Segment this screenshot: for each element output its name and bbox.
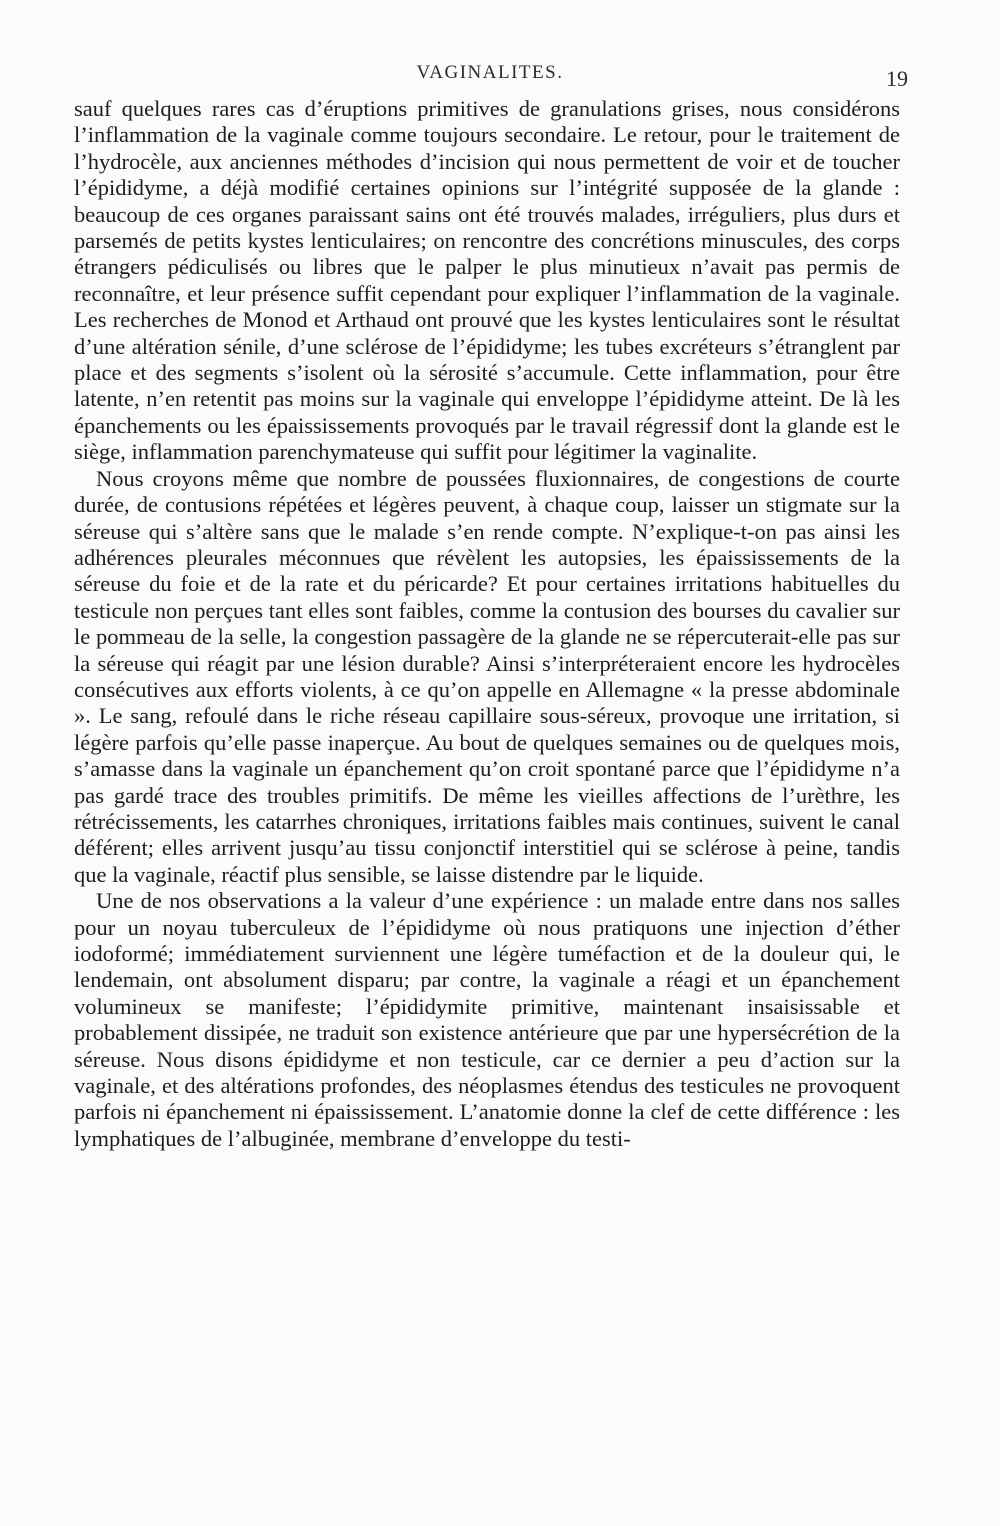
page-number: 19 — [886, 66, 908, 91]
paragraph: Une de nos observations a la valeur d’une expérience : un malade entre dans nos salles pour un noyau tuberculeux de l’épididyme où nous pratiquons une injection d’éther iodoformé; immédiatement surviennent une légère tuméfaction et de la douleur qui, le lendemain, ont absolument disparu; par contre, la vaginale a réagi et un épanchement volumineux se manifeste; l’épididymite primitive, maintenant insaisissable et probablement dissipée, ne traduit son existence antérieure que par une hypersécrétion de la séreuse. Nous disons épididyme et non testicule, car ce dernier a peu d’action sur la vaginale, et des altérations profondes, des néoplasmes étendus des testicules ne provoquent parfois ni épanchement ni épaississement. L’anatomie donne la clef de cette différence : les lymphatiques de l’albuginée, membrane d’enveloppe du testi- — [74, 888, 900, 1151]
paragraph: Nous croyons même que nombre de poussées fluxionnaires, de congestions de courte durée, de contusions répétées et légères peuvent, à chaque coup, laisser un stigmate sur la séreuse qui s’altère sans que le malade s’en rende compte. N’explique-t-on pas ainsi les adhérences pleurales méconnues que révèlent les autopsies, les épaississements de la séreuse du foie et de la rate et du péricarde? Et pour certaines irritations habituelles du testicule non perçues tant elles sont faibles, comme la contusion des bourses du cavalier sur le pommeau de la selle, la congestion passagère de la glande ne se répercuterait-elle pas sur la séreuse qui réagit par une lésion durable? Ainsi s’interpréteraient encore les hydrocèles consécutives aux efforts violents, à ce qu’on appelle en Allemagne « la presse abdominale ». Le sang, refoulé dans le riche réseau capillaire sous-séreux, provoque une irritation, si légère parfois qu’elle passe inaperçue. Au bout de quelques semaines ou de quelques mois, s’amasse dans la vaginale un épanchement qu’on croit spontané parce que l’épididyme n’a pas gardé trace des troubles primitifs. De même les vieilles affections de l’urèthre, les rétrécissements, les catarrhes chroniques, irritations faibles mais continues, suivent le canal déférent; elles arrivent jusqu’au tissu conjonctif interstitiel qui se sclérose à peine, tandis que la vaginale, réactif plus sensible, se laisse distendre par le liquide. — [74, 465, 900, 887]
body-text — [74, 96, 900, 1152]
page-header — [72, 62, 908, 94]
running-title: VAGINALITES. — [416, 62, 564, 83]
paragraph: sauf quelques rares cas d’éruptions primitives de granulations grises, nous considérons l’inflammation de la vaginale comme toujours secondaire. Le retour, pour le traitement de l’hydrocèle, aux anciennes méthodes d’incision qui nous permettent de voir et de toucher l’épididyme, a déjà modifié certaines opinions sur l’intégrité supposée de la glande : beaucoup de ces organes paraissant sains ont été trouvés malades, irréguliers, plus durs et parsemés de petits kystes lenticulaires; on rencontre des concrétions minuscules, des corps étrangers pédiculisés ou libres que le palper le plus minutieux n’avait pas permis de reconnaître, et leur présence suffit cependant pour expliquer l’inflammation de la vaginale. Les recherches de Monod et Arthaud ont prouvé que les kystes lenticulaires sont le résultat d’une altération sénile, d’une sclérose de l’épididyme; les tubes excréteurs s’étranglent par place et des segments s’isolent où la sérosité s’accumule. Cette inflammation, pour être latente, n’en retentit pas moins sur la vaginale qui enveloppe l’épididyme atteint. De là les épanchements ou les épaississements provoqués par le travail régressif dont la glande est le siège, inflammation parenchymateuse qui suffit pour légitimer la vaginalite. — [74, 96, 900, 465]
